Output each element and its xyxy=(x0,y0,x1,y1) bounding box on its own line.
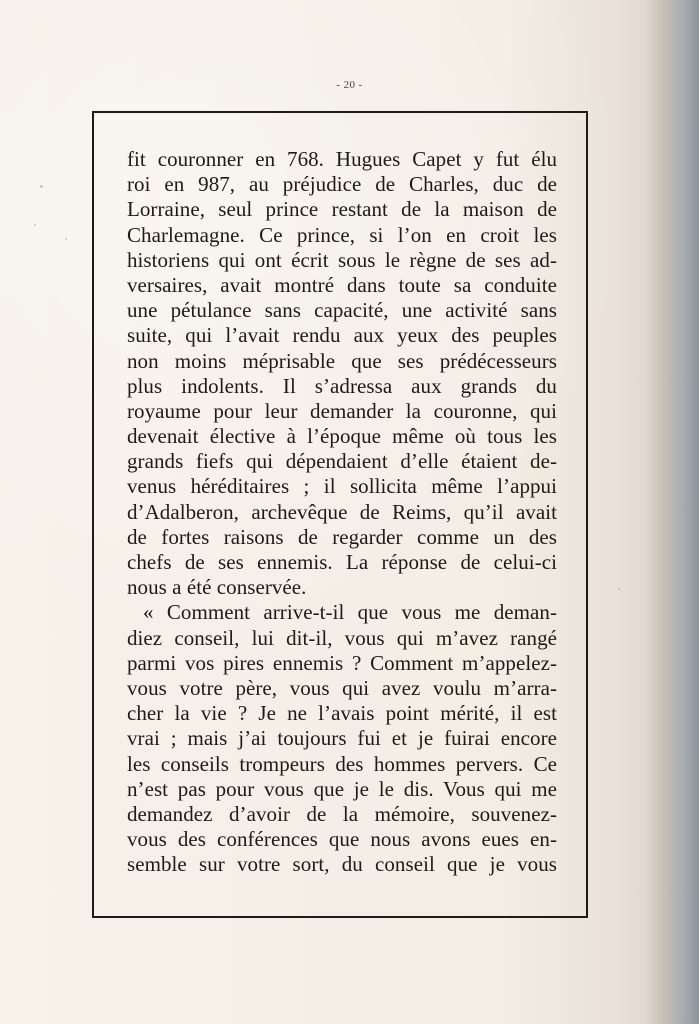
text-line: Charlemagne. Ce prince, si l’on en croit les xyxy=(127,222,557,247)
body-text xyxy=(127,147,557,877)
text-line: non moins méprisable que ses prédécesseurs xyxy=(127,348,557,373)
text-line: de fortes raisons de regarder comme un des xyxy=(127,524,557,549)
text-line: cher la vie ? Je ne l’avais point mérité, il est xyxy=(127,701,557,726)
text-line: chefs de ses ennemis. La réponse de celui-ci xyxy=(127,550,557,574)
text-line: parmi vos pires ennemis ? Comment m’appelez- xyxy=(127,650,557,675)
paper-speck xyxy=(65,238,67,240)
text-line: Lorraine, seul prince restant de la maison de xyxy=(127,197,557,222)
text-line: roi en 987, au préjudice de Charles, duc de xyxy=(127,172,557,197)
text-line: nous a été conservée. xyxy=(127,575,307,600)
paper-speck xyxy=(618,588,620,590)
text-line: grands fiefs qui dépendaient d’elle étaient de- xyxy=(127,449,557,474)
text-line: venus héréditaires ; il sollicita même l’appui xyxy=(127,474,557,499)
text-line: diez conseil, lui dit-il, vous qui m’avez rangé xyxy=(127,625,557,650)
text-line: versaires, avait montré dans toute sa conduite xyxy=(127,272,557,297)
page-number: - 20 - xyxy=(336,79,363,91)
text-line: devenait élective à l’époque même où tous les xyxy=(127,424,557,449)
text-line: historiens qui ont écrit sous le règne de ses ad- xyxy=(127,247,557,272)
text-line: suite, qui l’avait rendu aux yeux des peuples xyxy=(127,323,557,348)
text-line: une pétulance sans capacité, une activité sans xyxy=(127,298,557,323)
text-line: n’est pas pour vous que je le dis. Vous qui me xyxy=(127,776,557,801)
page-edge-shadow xyxy=(645,0,699,1024)
text-line: d’Adalberon, archevêque de Reims, qu’il avait xyxy=(127,499,557,524)
text-line: royaume pour leur demander la couronne, qui xyxy=(127,398,557,423)
paper-speck xyxy=(40,185,43,188)
text-line: plus indolents. Il s’adressa aux grands du xyxy=(127,373,557,398)
text-line: vous votre père, vous qui avez voulu m’arra- xyxy=(127,675,557,700)
text-line: vrai ; mais j’ai toujours fui et je fuirai encore xyxy=(127,726,557,751)
text-line: demandez d’avoir de la mémoire, souvenez- xyxy=(127,801,557,826)
text-line: semble sur votre sort, du conseil que je vous xyxy=(127,852,557,877)
paper-speck xyxy=(34,224,36,226)
text-line: « Comment arrive-t-il que vous me deman- xyxy=(143,600,557,625)
text-line: vous des conférences que nous avons eues en- xyxy=(127,827,557,852)
text-line: fit couronner en 768. Hugues Capet y fut élu xyxy=(127,147,557,171)
text-line: les conseils trompeurs des hommes pervers. Ce xyxy=(127,751,557,776)
